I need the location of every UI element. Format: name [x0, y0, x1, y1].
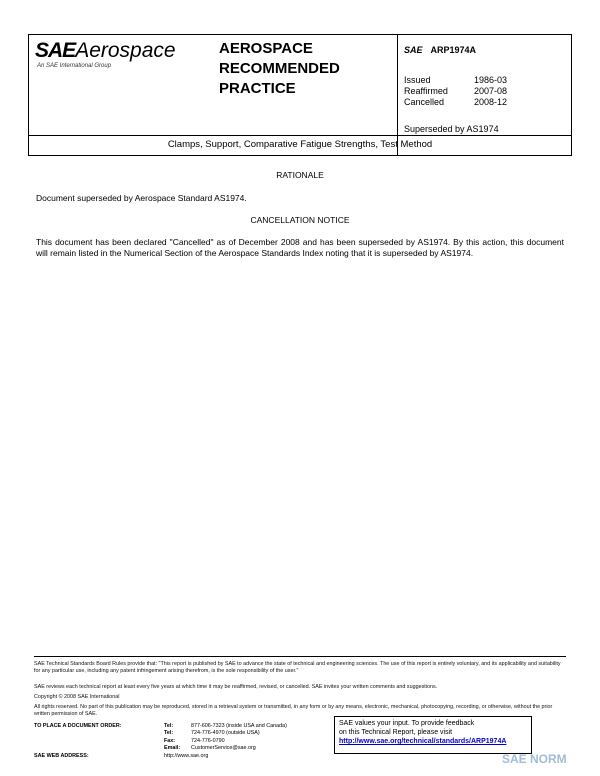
sae-norm-watermark: SAE NORM — [502, 752, 567, 766]
document-number-value: ARP1974A — [430, 45, 477, 55]
contact-value: 877-606-7323 (inside USA and Canada) — [191, 723, 287, 729]
copyright-text: Copyright © 2008 SAE International — [34, 694, 120, 700]
contact-row — [34, 745, 287, 752]
rationale-heading: RATIONALE — [276, 170, 324, 180]
document-type-line: AEROSPACE — [219, 40, 313, 57]
header-box — [28, 34, 572, 156]
logo-sae-text: SAE — [35, 39, 76, 62]
date-label: Cancelled — [404, 97, 445, 107]
date-row — [404, 86, 507, 97]
contact-label: Tel: — [164, 723, 174, 729]
feedback-box — [334, 716, 532, 754]
document-type-line: RECOMMENDED — [219, 60, 340, 77]
board-rules-text: SAE Technical Standards Board Rules provide that: "This report is published by SAE to advance the state of technical and engineering sciences. The use of this report is entirely voluntary, and its applicability and suitability for any particular use, including any patent infringement arising therefrom, is the sole responsibility of the user." — [34, 661, 561, 674]
logo-aerospace-text: Aerospace — [75, 39, 176, 62]
footer-divider — [34, 656, 566, 657]
document-title: Clamps, Support, Comparative Fatigue Strengths, Test Method — [167, 139, 433, 150]
contact-value: 724-776-0790 — [191, 737, 225, 744]
superseded-by: Superseded by AS1974 — [404, 124, 499, 134]
date-row — [404, 97, 507, 108]
feedback-text-line: SAE values your input. To provide feedback — [339, 720, 475, 727]
order-label: TO PLACE A DOCUMENT ORDER: — [34, 723, 122, 729]
contact-label: Email: — [164, 745, 181, 752]
web-address-link[interactable]: http://www.sae.org — [164, 752, 209, 759]
order-contacts — [34, 723, 287, 760]
sae-aerospace-logo — [35, 39, 176, 63]
document-number — [404, 45, 476, 55]
rationale-text: Document superseded by Aerospace Standard AS1974. — [36, 193, 247, 203]
feedback-link[interactable]: http://www.sae.org/technical/standards/ARP1974A — [339, 738, 507, 745]
review-text: SAE reviews each technical report at least every five years at which time it may be reaffirmed, revised, or cancelled. SAE invites your written comments and suggestions. — [34, 684, 438, 690]
contact-value: 724-776-4970 (outside USA) — [191, 730, 260, 737]
header-divider-vertical — [397, 35, 398, 155]
contact-row — [34, 753, 287, 760]
date-row — [404, 75, 507, 86]
feedback-text-line: on this Technical Report, please visit — [339, 729, 453, 736]
document-dates — [404, 75, 507, 108]
document-type-line: PRACTICE — [219, 80, 296, 97]
web-address-label: SAE WEB ADDRESS: — [34, 752, 89, 759]
contact-email[interactable]: CustomerService@sae.org — [191, 745, 256, 752]
date-value: 1986-03 — [474, 75, 508, 85]
sae-mini-logo: SAE — [404, 45, 423, 55]
header-divider-horizontal — [29, 135, 571, 136]
cancellation-heading: CANCELLATION NOTICE — [250, 215, 350, 225]
logo-subtitle: An SAE International Group — [37, 63, 112, 69]
rights-text: All rights reserved. No part of this publication may be reproduced, stored in a retrieval system or transmitted, in any form or by any means, electronic, mechanical, photocopying, recording, or otherwise, without the prior written permission of SAE. — [34, 704, 553, 717]
cancellation-text: This document has been declared "Cancelled" as of December 2008 and has been superseded by AS1974. By this action, this document will remain listed in the Numerical Section of the Aerospace Standards Index noting that it is superseded by AS1974. — [36, 237, 564, 258]
contact-label: Fax: — [164, 737, 176, 744]
date-label: Reaffirmed — [404, 86, 448, 96]
document-type — [219, 39, 340, 99]
contact-label: Tel: — [164, 730, 174, 737]
contact-row — [34, 738, 287, 745]
contact-row — [34, 723, 287, 730]
date-value: 2008-12 — [474, 97, 508, 107]
contact-row — [34, 730, 287, 737]
date-value: 2007-08 — [474, 86, 508, 96]
date-label: Issued — [404, 75, 431, 85]
